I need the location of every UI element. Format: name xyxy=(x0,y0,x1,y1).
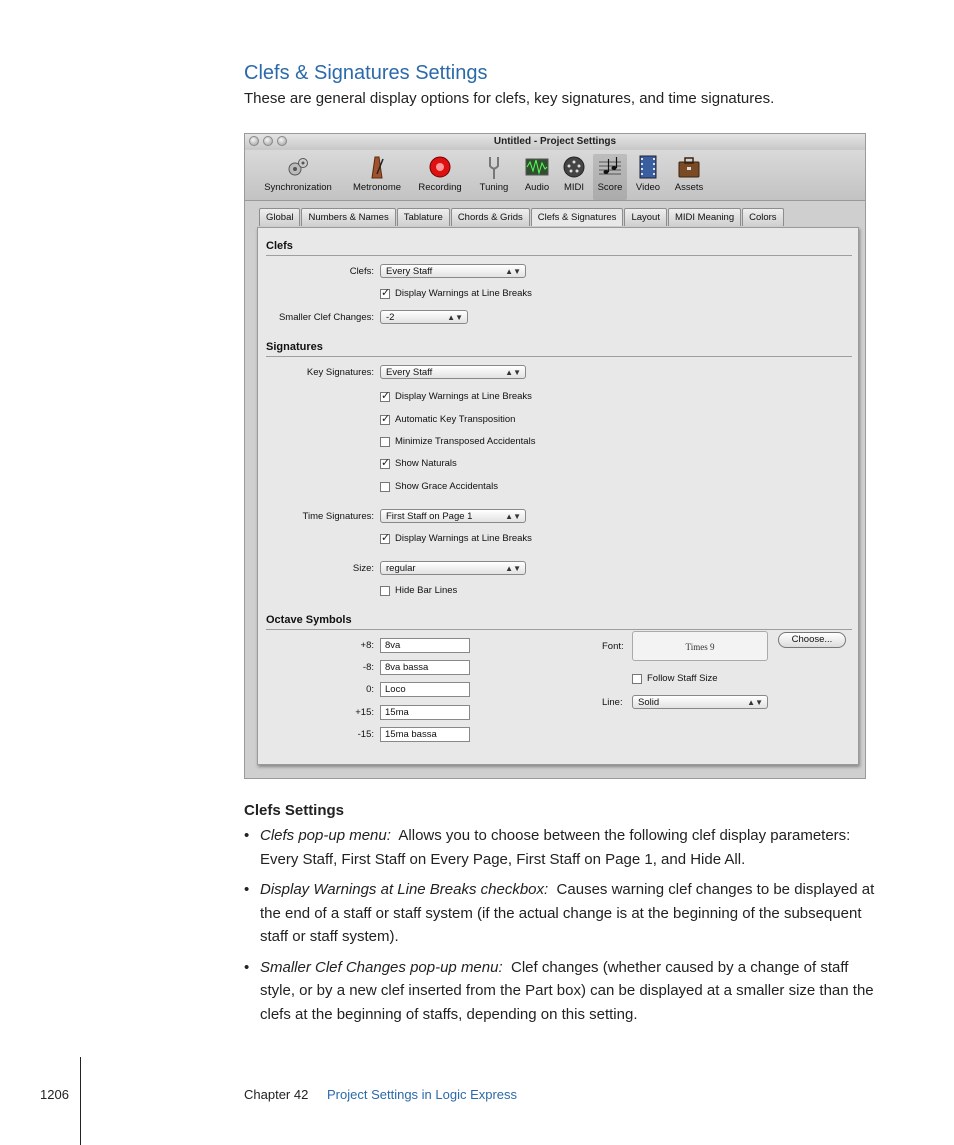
line-label: Line: xyxy=(602,697,623,708)
key-signatures-popup[interactable]: Every Staff ▲▼ xyxy=(380,365,526,379)
film-icon xyxy=(635,154,661,180)
popup-arrows-icon: ▲▼ xyxy=(505,512,521,521)
settings-tabs xyxy=(259,208,785,226)
time-warn-checkbox[interactable]: ✓ Display Warnings at Line Breaks xyxy=(381,531,532,544)
list-item: • Smaller Clef Changes pop-up menu: Clef changes (whether caused by a change of staff style, or by a new clef inserted from the Part box) can be displayed at a smaller size than the clefs at the beginning of staffs, depending on this setting. xyxy=(244,956,884,1027)
signatures-section-title: Signatures xyxy=(266,341,323,353)
section-divider xyxy=(266,255,852,256)
waveform-icon xyxy=(524,154,550,180)
smaller-clef-popup[interactable]: -2 ▲▼ xyxy=(380,310,468,324)
briefcase-icon xyxy=(676,154,702,180)
octave-section-title: Octave Symbols xyxy=(266,614,352,626)
zoom-window-icon[interactable] xyxy=(277,136,287,146)
checkmark-icon: ✓ xyxy=(381,531,391,544)
close-window-icon[interactable] xyxy=(249,136,259,146)
popup-arrows-icon: ▲▼ xyxy=(505,368,521,377)
octave-plus8-field[interactable]: 8va xyxy=(380,638,470,653)
octave-plus15-label: +15: xyxy=(355,707,374,718)
auto-key-transposition-checkbox[interactable]: ✓ Automatic Key Transposition xyxy=(381,412,516,425)
hide-bar-lines-checkbox[interactable]: Hide Bar Lines xyxy=(380,585,457,596)
smaller-clef-label: Smaller Clef Changes: xyxy=(278,312,374,323)
toolbar-synchronization[interactable]: Synchronization xyxy=(257,154,339,193)
record-icon xyxy=(427,154,453,180)
time-signatures-label: Time Signatures: xyxy=(302,511,374,522)
checkmark-icon: ✓ xyxy=(381,412,391,425)
toolbar-recording[interactable]: Recording xyxy=(411,154,469,193)
project-settings-window xyxy=(244,133,866,779)
midi-port-icon xyxy=(561,154,587,180)
window-title: Untitled - Project Settings xyxy=(493,136,617,147)
footer-chapter: Chapter 42 xyxy=(244,1087,309,1102)
tuning-fork-icon xyxy=(481,154,507,180)
section-divider xyxy=(266,356,852,357)
section-divider xyxy=(266,629,852,630)
octave-minus15-label: -15: xyxy=(357,729,374,740)
clefs-label: Clefs: xyxy=(349,266,374,277)
clefs-section-title: Clefs xyxy=(266,240,293,252)
size-popup[interactable]: regular ▲▼ xyxy=(380,561,526,575)
footer-divider xyxy=(80,1057,81,1145)
popup-arrows-icon: ▲▼ xyxy=(505,564,521,573)
tab-numbers-names[interactable]: Numbers & Names xyxy=(301,208,395,226)
clefs-signatures-panel xyxy=(257,227,859,765)
list-item: • Display Warnings at Line Breaks checkbox: Causes warning clef changes to be displayed at the end of a staff or staff system (if the actual change is at the beginning of the subsequent staff or staff system). xyxy=(244,878,884,949)
section-heading: Clefs & Signatures Settings xyxy=(244,62,488,84)
bullet-icon: • xyxy=(244,881,250,898)
follow-staff-size-checkbox[interactable]: Follow Staff Size xyxy=(632,673,718,684)
time-signatures-popup[interactable]: First Staff on Page 1 ▲▼ xyxy=(380,509,526,523)
toolbar-midi[interactable]: MIDI xyxy=(557,154,591,193)
octave-zero-label: 0: xyxy=(366,684,374,695)
tab-global[interactable]: Global xyxy=(259,208,300,226)
choose-font-button[interactable]: Choose... xyxy=(778,632,846,648)
minimize-window-icon[interactable] xyxy=(263,136,273,146)
octave-plus8-label: +8: xyxy=(360,640,374,651)
toolbar-tuning[interactable]: Tuning xyxy=(471,154,517,193)
toolbar-score[interactable]: Score xyxy=(593,154,627,200)
gears-icon xyxy=(285,154,311,180)
toolbar-assets[interactable]: Assets xyxy=(669,154,709,193)
clefs-settings-list xyxy=(244,824,884,1033)
show-grace-accidentals-checkbox[interactable]: Show Grace Accidentals xyxy=(380,481,498,492)
list-item: • Clefs pop-up menu: Allows you to choose between the following clef display parameters: Every Staff, First Staff on Every Page, First Staff on Page 1, and Hide All. xyxy=(244,824,884,871)
show-naturals-checkbox[interactable]: ✓ Show Naturals xyxy=(381,456,457,469)
octave-minus8-field[interactable]: 8va bassa xyxy=(380,660,470,675)
window-titlebar xyxy=(245,134,865,150)
tab-chords-grids[interactable]: Chords & Grids xyxy=(451,208,530,226)
score-notes-icon xyxy=(597,154,623,180)
popup-arrows-icon: ▲▼ xyxy=(447,313,463,322)
tab-midi-meaning[interactable]: MIDI Meaning xyxy=(668,208,741,226)
tab-colors[interactable]: Colors xyxy=(742,208,783,226)
clefs-settings-subheading: Clefs Settings xyxy=(244,802,345,819)
font-preview: Times 9 xyxy=(632,631,768,661)
toolbar-audio[interactable]: Audio xyxy=(519,154,555,193)
octave-plus15-field[interactable]: 15ma xyxy=(380,705,470,720)
footer-chapter-title[interactable]: Project Settings in Logic Express xyxy=(327,1087,518,1102)
bullet-icon: • xyxy=(244,827,250,844)
metronome-icon xyxy=(364,154,390,180)
checkmark-icon: ✓ xyxy=(381,286,391,299)
octave-zero-field[interactable]: Loco xyxy=(380,682,470,697)
font-label: Font: xyxy=(602,641,624,652)
toolbar-video[interactable]: Video xyxy=(631,154,665,193)
tab-clefs-signatures[interactable]: Clefs & Signatures xyxy=(531,208,624,226)
settings-toolbar xyxy=(245,150,865,201)
checkmark-icon: ✓ xyxy=(381,389,391,402)
toolbar-metronome[interactable]: Metronome xyxy=(345,154,409,193)
clefs-warn-checkbox[interactable]: ✓ Display Warnings at Line Breaks xyxy=(381,286,532,299)
key-warn-checkbox[interactable]: ✓ Display Warnings at Line Breaks xyxy=(381,389,532,402)
popup-arrows-icon: ▲▼ xyxy=(505,267,521,276)
tab-tablature[interactable]: Tablature xyxy=(397,208,450,226)
clefs-popup[interactable]: Every Staff ▲▼ xyxy=(380,264,526,278)
octave-minus15-field[interactable]: 15ma bassa xyxy=(380,727,470,742)
line-style-popup[interactable]: Solid ▲▼ xyxy=(632,695,768,709)
minimize-accidentals-checkbox[interactable]: Minimize Transposed Accidentals xyxy=(380,436,535,447)
checkmark-icon: ✓ xyxy=(381,456,391,469)
page-number: 1206 xyxy=(40,1087,69,1102)
popup-arrows-icon: ▲▼ xyxy=(747,698,763,707)
bullet-icon: • xyxy=(244,958,250,976)
tab-layout[interactable]: Layout xyxy=(624,208,667,226)
size-label: Size: xyxy=(352,563,374,574)
intro-text: These are general display options for clefs, key signatures, and time signatures. xyxy=(244,90,775,107)
octave-minus8-label: -8: xyxy=(362,662,374,673)
key-signatures-label: Key Signatures: xyxy=(306,367,374,378)
